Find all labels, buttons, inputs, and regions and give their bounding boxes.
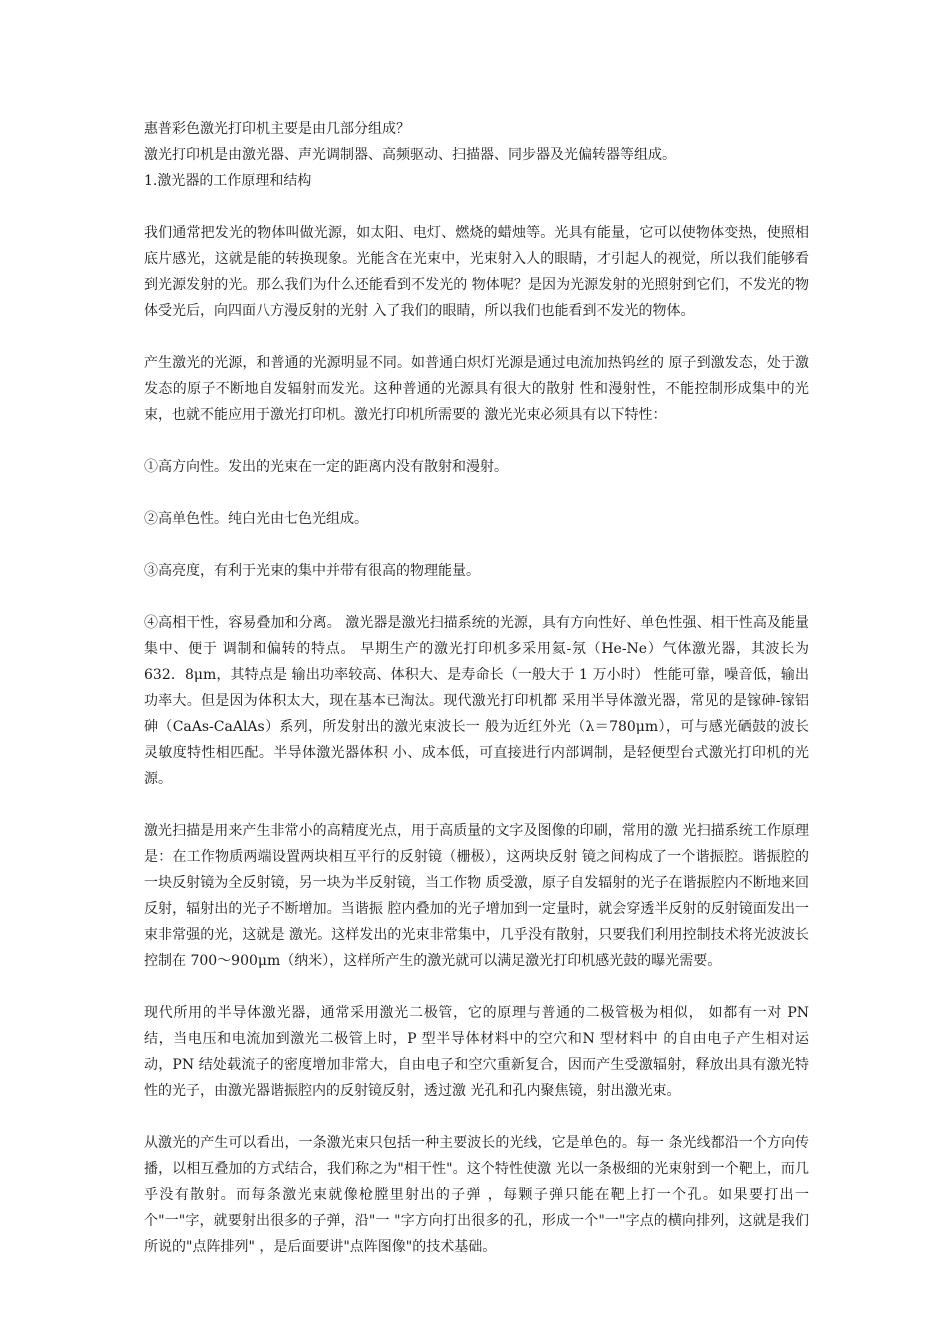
paragraph-light-sources: 我们通常把发光的物体叫做光源，如太阳、电灯、燃烧的蜡烛等。光具有能量，它可以使物体变热，使照相底片感光，这就是能的转换现象。光能含在光束中，光束射入人的眼睛，才引起人的视觉，所以我们能够看到光源发射的光。那么我们为什么还能看到不发光的 物体呢？是因为光源发射的光照射到它们，不发光的物体受光后，向四面八方漫反射的光射 入了我们的眼睛，所以我们也能看到不发光的物体。	[144, 225, 809, 319]
intro-text: 激光打印机是由激光器、声光调制器、高频驱动、扫描器、同步器及光偏转器等组成。	[144, 147, 676, 163]
document-page	[144, 116, 809, 1260]
document-title: 惠普彩色激光打印机主要是由几部分组成？	[144, 121, 410, 137]
paragraph-semiconductor-laser: 现代所用的半导体激光器，通常采用激光二极管，它的原理与普通的二极管极为相似， 如都有一对 PN 结，当电压和电流加到激光二极管上时，P 型半导体材料中的空穴和N 型材料中 的自由电子产生相对运动，PN 结处载流子的密度增加非常大，自由电子和空穴重新复合，因而产生受激辐射，释放出具有激光特性的光子，由激光器谐振腔内的反射镜反射，透过激 光孔和孔内聚焦镜，射出激光束。	[144, 1005, 809, 1099]
section-heading: 1.激光器的工作原理和结构	[144, 173, 312, 189]
paragraph-property-brightness: ③高亮度，有利于光束的集中并带有很高的物理能量。	[144, 563, 480, 579]
paragraph-dot-matrix: 从激光的产生可以看出，一条激光束只包括一种主要波长的光线，它是单色的。每一 条光线都沿一个方向传播，以相互叠加的方式结合，我们称之为"相干性"。这个特性使激 光以一条极细的光束射到一个靶上，而几乎没有散射。而每条激光束就像枪膛里射出的子弹 ，每颗子弹只能在靶上打一个孔。如果要打出一个"一"字，就要射出很多的子弹，沿"一 "字方向打出很多的孔，形成一个"一"字点的横向排列，这就是我们所说的"点阵排列" ，是后面要讲"点阵图像"的技术基础。	[144, 1135, 809, 1255]
paragraph-property-monochromaticity: ②高单色性。纯白光由七色光组成。	[144, 511, 368, 527]
paragraph-property-coherence: ④高相干性，容易叠加和分离。 激光器是激光扫描系统的光源，具有方向性好、单色性强、相干性高及能量集中、便于 调制和偏转的特点。 早期生产的激光打印机多采用氦-氖（He-Ne）气体激光器，其波长为632．8μm，其特点是 输出功率较高、体积大、是寿命长（一般大于 1 万小时） 性能可靠，噪音低，输出功率大。但是因为体积太大，现在基本已淘汰。现代激光打印机都 采用半导体激光器，常见的是镓砷-镓铝砷（CaAs-CaAlAs）系列，所发射出的激光束波长一 般为近红外光（λ＝780μm），可与感光硒鼓的波长灵敏度特性相匹配。半导体激光器体积 小、成本低，可直接进行内部调制，是轻便型台式激光打印机的光源。	[144, 615, 809, 787]
paragraph-laser-scanning: 激光扫描是用来产生非常小的高精度光点，用于高质量的文字及图像的印刷，常用的激 光扫描系统工作原理是：在工作物质两端设置两块相互平行的反射镜（栅极），这两块反射 镜之间构成了一个谐振腔。谐振腔的一块反射镜为全反射镜，另一块为半反射镜，当工作物 质受激，原子自发辐射的光子在谐振腔内不断地来回反射，辐射出的光子不断增加。当谐振 腔内叠加的光子增加到一定量时，就会穿透半反射的反射镜面发出一束非常强的光，这就是 激光。这样发出的光束非常集中，几乎没有散射，只要我们利用控制技术将光波波长控制在 700～900μm（纳米），这样所产生的激光就可以满足激光打印机感光鼓的曝光需要。	[144, 823, 809, 969]
paragraph-property-directionality: ①高方向性。发出的光束在一定的距离内没有散射和漫射。	[144, 459, 508, 475]
paragraph-laser-generation: 产生激光的光源，和普通的光源明显不同。如普通白炽灯光源是通过电流加热钨丝的 原子到激发态，处于激发态的原子不断地自发辐射而发光。这种普通的光源具有很大的散射 性和漫射性，不能控制形成集中的光束，也就不能应用于激光打印机。激光打印机所需要的 激光光束必须具有以下特性：	[144, 355, 809, 423]
